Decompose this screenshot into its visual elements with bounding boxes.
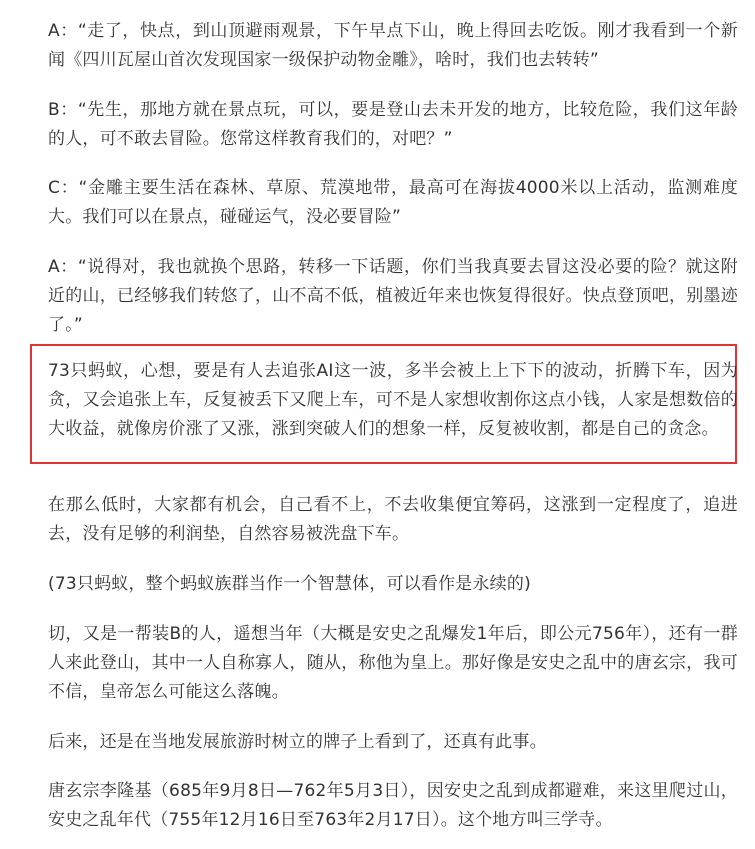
dialogue-c: C：“金雕主要生活在森林、草原、荒漠地带，最高可在海拔4000米以上活动，监测难度大。我们可以在景点，碰碰运气，没必要冒险” [48,178,738,227]
paragraph-low-position: 在那么低时，大家都有机会，自己看不上，不去收集便宜筹码，这涨到一定程度了，追进去，没有足够的利润垫，自然容易被洗盘下车。 [48,495,738,544]
dialogue-a-2: A：“说得对，我也就换个思路，转移一下话题，你们当我真要去冒这没必要的险？就这附近的山，已经够我们转悠了，山不高不低，植被近年来也恢复得很好。快点登顶吧，别墨迹了。” [48,257,738,335]
paragraph-sign: 后来，还是在当地发展旅游时树立的牌子上看到了，还真有此事。 [48,732,547,752]
highlighted-paragraph: 73只蚂蚁，心想，要是有人去追张AI这一波，多半会被上上下下的波动，折腾下车，因为贪，又会追张上车，反复被丢下又爬上车，可不是人家想收割你这点小钱，人家是想数倍的大收益，就像房价涨了又涨，涨到突破人们的想象一样，反复被收割，都是自己的贪念。 [48,361,738,439]
paragraph-tang-history: 切，又是一帮装B的人，遥想当年（大概是安史之乱爆发1年后，即公元756年），还有一群人来此登山，其中一人自称寡人，随从，称他为皇上。那好像是安史之乱中的唐玄宗，我可不信，皇帝怎么可能这么落魄。 [48,624,738,702]
paragraph-ant-note: (73只蚂蚁，整个蚂蚁族群当作一个智慧体，可以看作是永续的) [48,574,531,594]
paragraph-xuanzong: 唐玄宗李隆基（685年9月8日—762年5月3日），因安史之乱到成都避难，来这里爬过山，安史之乱年代（755年12月16日至763年2月17日）。这个地方叫三学寺。 [48,781,738,830]
dialogue-b: B：“先生，那地方就在景点玩，可以，要是登山去未开发的地方，比较危险，我们这年龄的人，可不敢去冒险。您常这样教育我们的，对吧？” [48,100,738,149]
dialogue-a-1: A：“走了，快点，到山顶避雨观景，下午早点下山，晚上得回去吃饭。刚才我看到一个新闻《四川瓦屋山首次发现国家一级保护动物金雕》，啥时，我们也去转转” [48,21,738,70]
